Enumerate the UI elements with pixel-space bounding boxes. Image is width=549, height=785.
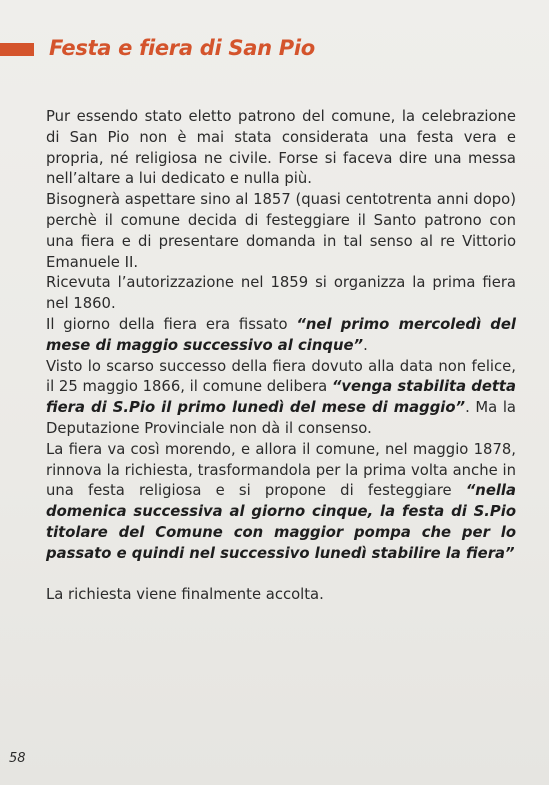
paragraph-accepted: La richiesta viene finalmente accolta. [46,585,324,603]
quote-first-wednesday: “nel primo mercoledì del mese di maggio successivo al cinque” [46,315,516,354]
paragraph-1857: Bisognerà aspettare sino al 1857 (quasi centotrenta anni dopo) perchè il comune decida di festeggiare il Santo patrono con una fiera e di presentare domanda in tal senso al re Vittorio Emanuele II. [46,191,516,271]
paragraph-1866 [46,357,516,440]
paragraph-1878-text: La fiera va così morendo, e allora il comune, nel maggio 1878, rinnova la richiesta, trasformandola per la prima volta anche in una festa religiosa e si propone di festeggiare [46,440,516,500]
paragraph-fair-day-end: . [363,336,368,354]
quote-first-monday: “venga stabilita detta fiera di S.Pio il primo lunedì del mese di maggio” [46,378,516,417]
title-accent-bar [0,43,34,56]
quote-sunday-feast: “nella domenica successiva al giorno cinque, la festa di S.Pio titolare del Comune con maggior pompa che per lo passato e quindi nel successivo lunedì stabilire la fiera” [46,482,516,562]
paragraph-fair-day-text: Il giorno della fiera era fissato [46,315,297,333]
paragraph-fair-day [46,315,516,357]
paragraph-1866-end: . Ma la Deputazione Provinciale non dà il consenso. [46,399,516,437]
body-text [46,107,516,605]
page-title: Festa e fiera di San Pio [49,36,315,60]
paragraph-1878 [46,440,516,565]
page-number: 58 [9,751,26,766]
paragraph-intro: Pur essendo stato eletto patrono del comune, la celebrazione di San Pio non è mai stata considerata una festa vera e propria, né religiosa ne civile. Forse si faceva dire una messa nell’altare a lui dedicato e nulla più. [46,108,516,188]
paragraph-1859: Ricevuta l’autorizzazione nel 1859 si organizza la prima fiera nel 1860. [46,274,516,313]
paragraph-1866-text: Visto lo scarso successo della fiera dovuto alla data non felice, il 25 maggio 1866, il comune delibera [46,357,516,396]
